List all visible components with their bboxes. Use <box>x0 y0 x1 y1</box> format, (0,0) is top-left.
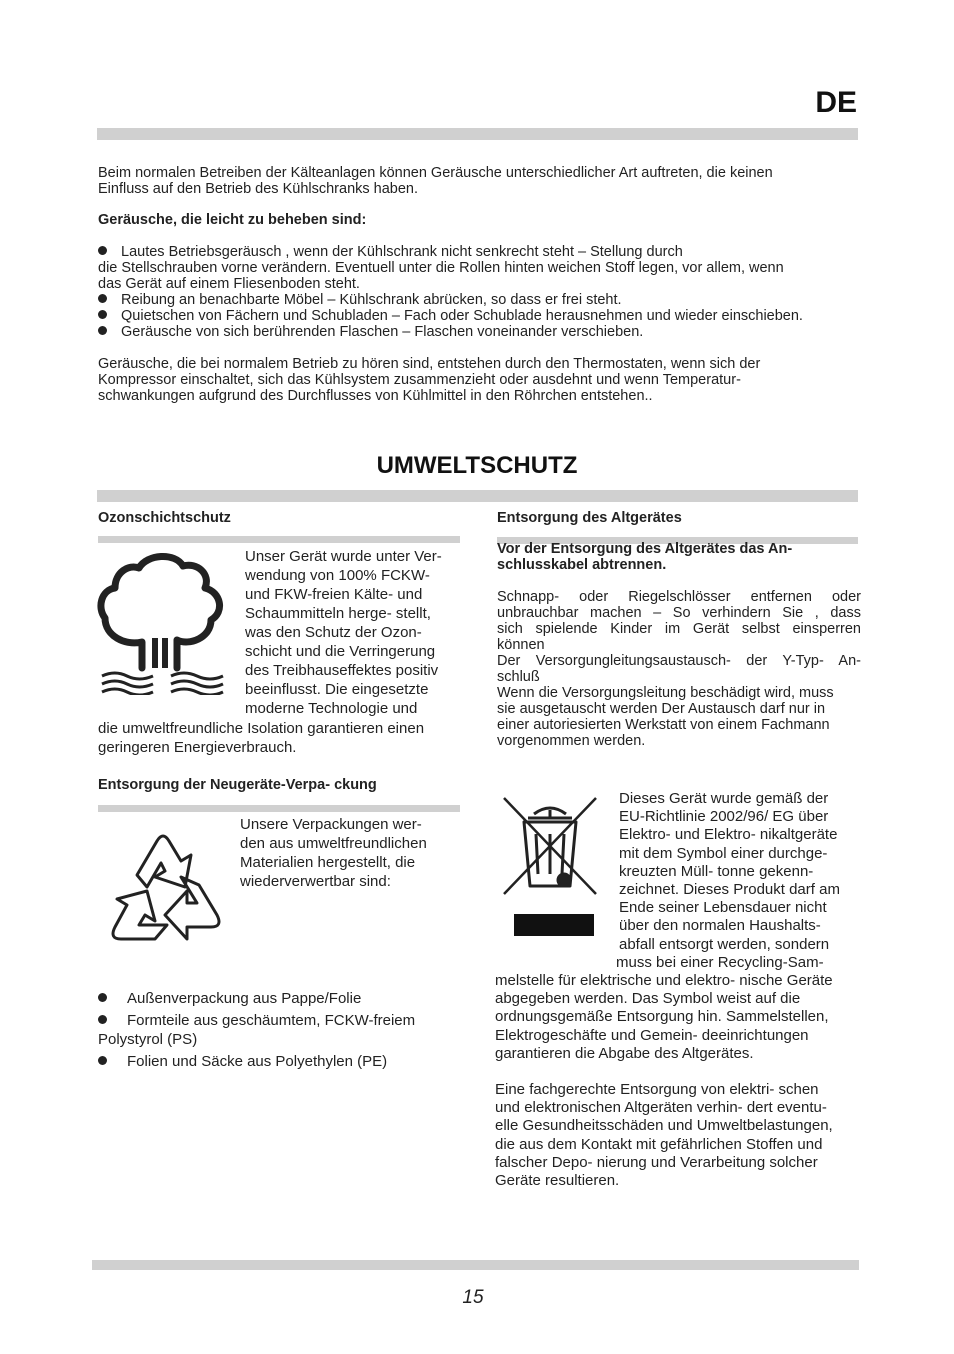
disposal-text: Schnapp- oder Riegelschlösser entfernen oder unbrauchbar machen – So verhindern Sie , dass sich spielende Kinder im Gerät selbst einsperren können Der Versorgungleitungsaustausch- der Y-Typ- An- schluß Wenn die Versorgungsleitung beschädigt wird, muss sie ausgetauscht werden Der Austausch darf nur in einer autoriesierten Werkstatt von einem Fachmann vorgenommen werden. <box>497 589 861 749</box>
list-item: Formteile aus geschäumtem, FCKW-freiem <box>98 1011 415 1030</box>
disposal-warning: Vor der Entsorgung des Altgerätes das An- schlusskabel abtrennen. <box>497 541 793 573</box>
header-divider <box>97 128 858 140</box>
noise-intro: Beim normalen Betreiben der Kälteanlagen können Geräusche unterschiedlicher Art auftreten, die keinen Einfluss auf den Betrieb des Kühlschranks haben. <box>98 165 773 197</box>
weee-text-full: melstelle für elektrische und elektro- nische Geräte abgegeben werden. Das Symbol weist auf die ordnungsgemäße Entsorgung hin. Sammelstellen, Elektrogeschäfte und Gemein- deeinrichtungen garantieren die Abgabe des Altgerätes. <box>495 972 833 1062</box>
weee-text: Dieses Gerät wurde gemäß der EU-Richtlinie 2002/96/ EG über Elektro- und Elektro- nikaltgeräte mit dem Symbol einer durchge- kreuzten Müll- tonne gekenn- zeichnet. Dieses Produkt darf am Ende seiner Lebensdauer nicht über den normalen Haushalts- abfall entsorgt werden, sondern muss bei einer Recycling-Sam- <box>616 790 840 971</box>
noise-subheading: Geräusche, die leicht zu beheben sind: <box>98 212 367 228</box>
bullet-icon <box>98 993 107 1002</box>
list-item: Geräusche von sich berührenden Flaschen – Flaschen voneinander verschieben. <box>98 324 803 340</box>
list-item: Außenverpackung aus Pappe/Folie <box>98 989 415 1008</box>
bullet-icon <box>98 310 107 319</box>
ozone-divider <box>98 536 460 543</box>
ozone-text: Unser Gerät wurde unter Ver- wendung von 100% FCKW- und FKW-freien Kälte- und Schaummitteln herge- stellt, was den Schutz der Ozon- schicht und die Verringerung des Treibhauseffektes positiv beeinflusst. Die eingesetzte moderne Technologie und <box>245 548 442 717</box>
section-title: UMWELTSCHUTZ <box>376 452 578 479</box>
recycle-icon <box>97 815 229 955</box>
bullet-icon <box>98 294 107 303</box>
packaging-heading: Entsorgung der Neugeräte-Verpa- ckung <box>98 777 377 793</box>
tree-icon <box>97 550 232 695</box>
list-item: Folien und Säcke aus Polyethylen (PE) <box>98 1052 415 1071</box>
page-number: 15 <box>462 1287 484 1308</box>
bullet-icon <box>98 1056 107 1065</box>
list-item: Reibung an benachbarte Möbel – Kühlschrank abrücken, so dass er frei steht. <box>98 292 803 308</box>
bullet-icon <box>98 246 107 255</box>
crossed-out-bin-icon <box>500 794 600 940</box>
packaging-text: Unsere Verpackungen wer- den aus umweltfreundlichen Materialien hergestellt, die wiederverwertbar sind: <box>240 816 427 890</box>
bullet-icon <box>98 1015 107 1024</box>
list-item: Quietschen von Fächern und Schubladen – Fach oder Schublade herausnehmen und wieder einschieben. <box>98 308 803 324</box>
weee-paragraph-2: Eine fachgerechte Entsorgung von elektri- schen und elektronischen Altgeräten verhin- dert eventu- elle Gesundheitsschäden und Umweltbelastungen, die aus dem Kontakt mit gefährlichen Stoffen und falscher Depo- nierung und Verarbeitung solcher Geräte resultieren. <box>495 1081 833 1190</box>
disposal-heading: Entsorgung des Altgerätes <box>497 510 682 526</box>
footer-divider <box>92 1260 859 1270</box>
section-divider <box>97 490 858 502</box>
list-item: Lautes Betriebsgeräusch , wenn der Kühlschrank nicht senkrecht steht – Stellung durch <box>98 244 803 260</box>
ozone-text-full: die umweltfreundliche Isolation garantieren einen geringeren Energieverbrauch. <box>98 720 425 756</box>
noise-bullet-list: Lautes Betriebsgeräusch , wenn der Kühlschrank nicht senkrecht steht – Stellung durch die Stellschrauben vorne verändern. Eventuell unter die Rollen hinten weichen Stoff legen, vor allem, wenn das Gerät auf einem Fliesenboden steht. Reibung an benachbarte Möbel – Kühlschrank abrücken, so dass er frei steht. Quietschen von Fächern und Schubladen – Fach oder Schublade herausnehmen und wieder einschieben. Geräusche von sich berührenden Flaschen – Flaschen voneinander verschieben. <box>98 244 803 340</box>
language-label: DE <box>815 86 857 119</box>
noise-outro: Geräusche, die bei normalem Betrieb zu hören sind, entstehen durch den Thermostaten, wenn sich der Kompressor einschaltet, sich das Kühlsystem zusammenzieht oder ausdehnt und wenn Temperatur- schwankungen aufgrund des Durchflusses von Kühlmittel in den Röhrchen entstehen.. <box>98 356 761 404</box>
bullet-icon <box>98 326 107 335</box>
ozone-heading: Ozonschichtschutz <box>98 510 231 526</box>
packaging-list: Außenverpackung aus Pappe/Folie Formteile aus geschäumtem, FCKW-freiem Polystyrol (PS) Folien und Säcke aus Polyethylen (PE) <box>98 990 416 1070</box>
packaging-divider <box>98 805 460 812</box>
